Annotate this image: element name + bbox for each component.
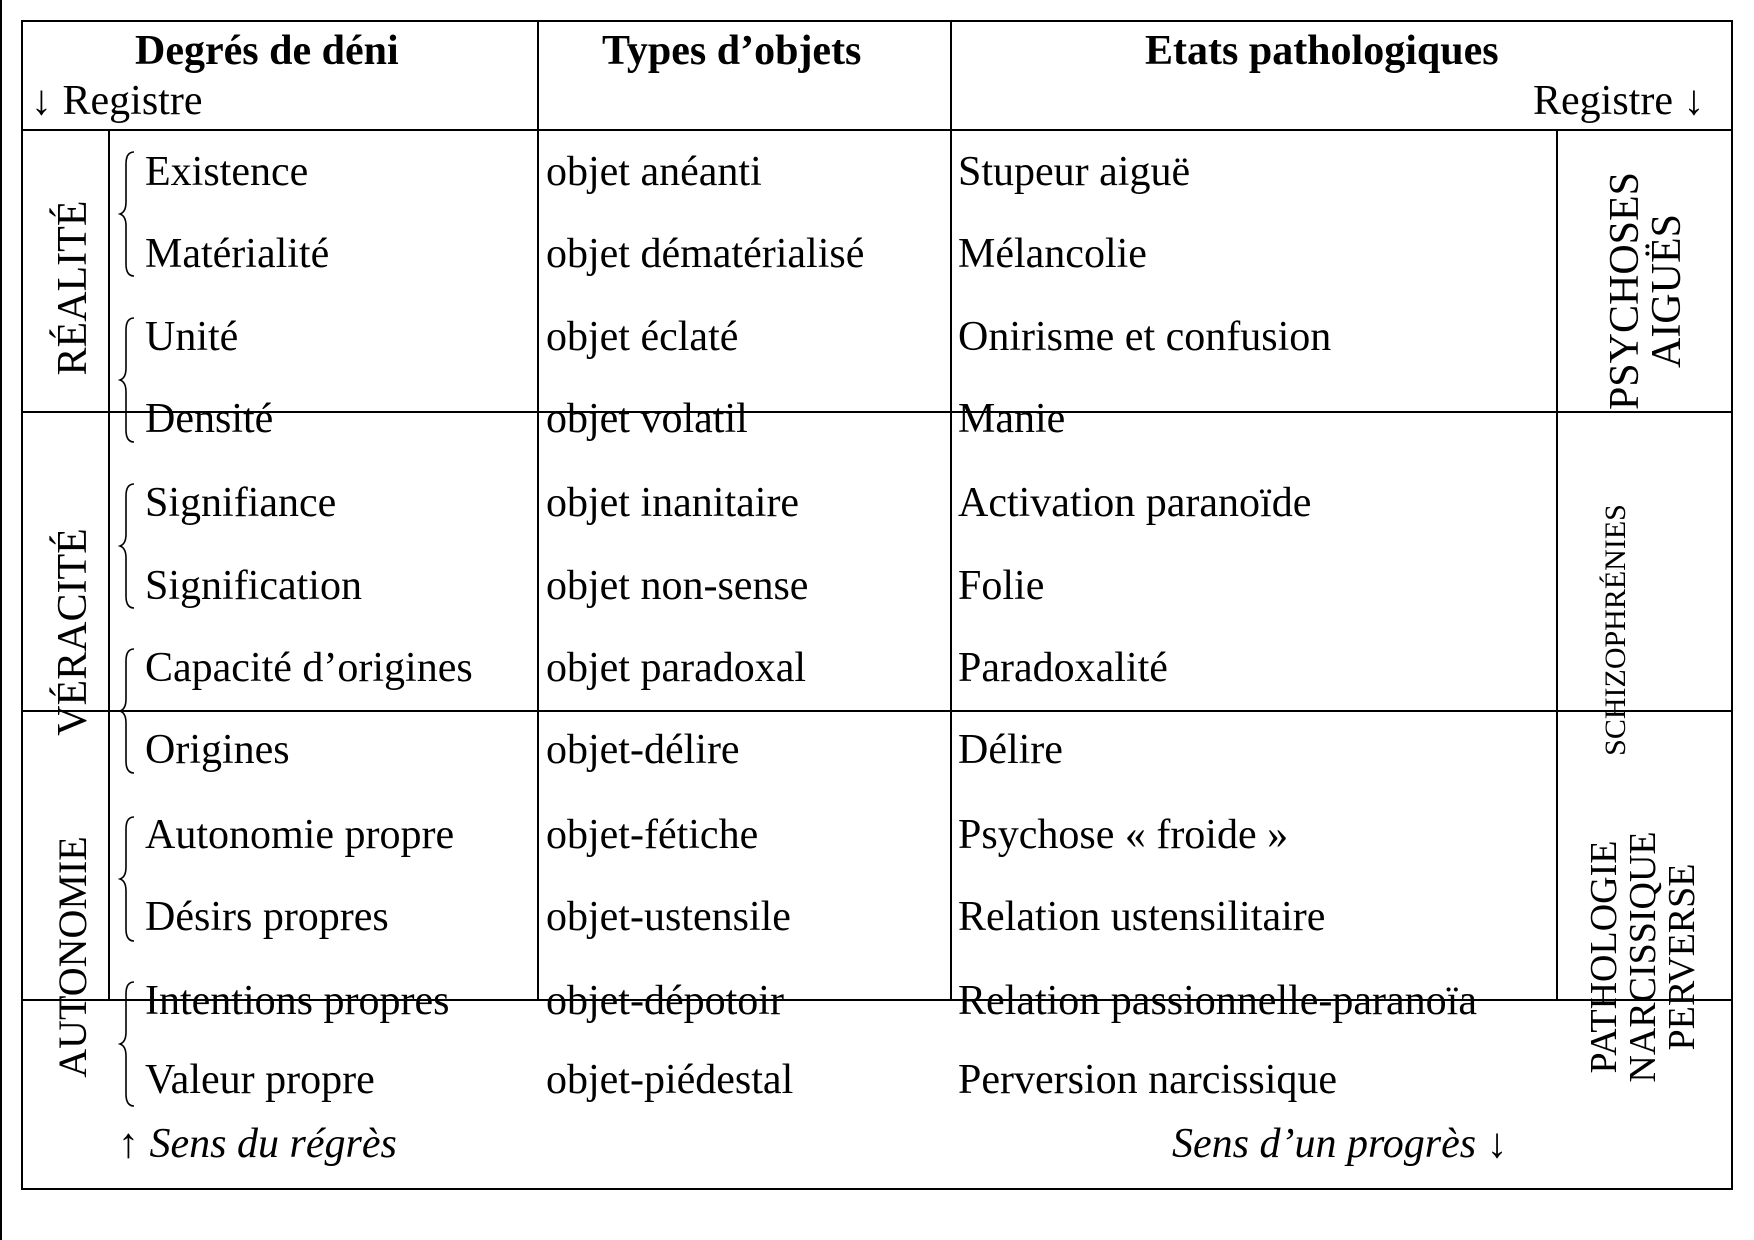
category-line: SCHIZOPHRÉNIES: [1599, 504, 1632, 756]
section-label-realite: RÉALITÉ: [50, 200, 96, 376]
category-line: PATHOLOGIE: [1582, 840, 1625, 1074]
state-cell: Perversion narcissique: [958, 1057, 1338, 1103]
header-degrees: Degrés de déni: [135, 28, 399, 74]
down-arrow-icon: ↓: [1486, 1121, 1508, 1167]
brace-icon: [118, 980, 138, 1108]
degree-cell: Autonomie propre: [145, 812, 455, 858]
rule-col1-col2: [537, 22, 539, 1001]
state-cell: Folie: [958, 563, 1045, 609]
category-pathologie-narcissique-perverse: [1582, 831, 1703, 1083]
degree-cell: Valeur propre: [145, 1057, 375, 1103]
rule-section2-bottom: [23, 710, 1731, 712]
rule-col3-category: [1556, 129, 1558, 1001]
rule-col2-col3: [950, 22, 952, 1001]
section-label-autonomie: AUTONOMIE: [50, 836, 95, 1078]
degree-cell: Signification: [145, 563, 362, 609]
degree-cell: Unité: [145, 314, 239, 360]
category-line: NARCISSIQUE: [1621, 831, 1664, 1083]
object-cell: objet dématérialisé: [546, 231, 865, 277]
up-arrow-icon: ↑: [118, 1121, 139, 1167]
degree-cell: Signifiance: [145, 480, 337, 526]
category-psychoses-aigues: [1604, 172, 1688, 410]
state-cell: Relation ustensilitaire: [958, 894, 1326, 940]
rule-label-col: [108, 129, 110, 1001]
state-cell: Mélancolie: [958, 231, 1147, 277]
state-cell: Manie: [958, 396, 1066, 442]
object-cell: objet non-sense: [546, 563, 809, 609]
rule-section1-bottom: [23, 411, 1731, 413]
state-cell: Paradoxalité: [958, 645, 1168, 691]
category-line: PSYCHOSES: [1602, 171, 1648, 411]
object-cell: objet-dépotoir: [546, 978, 784, 1024]
object-cell: objet-fétiche: [546, 812, 759, 858]
object-cell: objet volatil: [546, 396, 748, 442]
object-cell: objet anéanti: [546, 149, 762, 195]
header-pathological-states: Etats pathologiques: [1145, 28, 1499, 74]
state-cell: Relation passionnelle-paranoïa: [958, 978, 1477, 1024]
degree-cell: Origines: [145, 727, 290, 773]
category-line: AIGUËS: [1644, 214, 1690, 369]
degree-cell: Désirs propres: [145, 894, 389, 940]
object-cell: objet éclaté: [546, 314, 739, 360]
state-cell: Onirisme et confusion: [958, 314, 1332, 360]
footer-regress: [118, 1123, 397, 1165]
object-cell: objet-délire: [546, 727, 740, 773]
degree-cell: Matérialité: [145, 231, 330, 277]
footer-progress-label: Sens d’un progrès: [1172, 1121, 1477, 1167]
degree-cell: Densité: [145, 396, 274, 442]
state-cell: Activation paranoïde: [958, 480, 1312, 526]
state-cell: Délire: [958, 727, 1063, 773]
state-cell: Stupeur aiguë: [958, 149, 1191, 195]
category-schizophrenies: [1601, 504, 1631, 756]
brace-icon: [118, 316, 138, 444]
header-left-register: ↓ Registre: [31, 78, 203, 124]
object-cell: objet-piédestal: [546, 1057, 794, 1103]
object-cell: objet paradoxal: [546, 645, 807, 691]
rule-header-bottom: [23, 129, 1731, 131]
brace-icon: [118, 150, 138, 278]
brace-icon: [118, 815, 138, 943]
object-cell: objet inanitaire: [546, 480, 800, 526]
degree-cell: Existence: [145, 149, 309, 195]
page-edge: [0, 0, 2, 1240]
header-object-types: Types d’objets: [602, 28, 862, 74]
brace-icon: [118, 482, 138, 610]
object-cell: objet-ustensile: [546, 894, 791, 940]
footer-progress: [1172, 1123, 1508, 1165]
degree-cell: Intentions propres: [145, 978, 450, 1024]
state-cell: Psychose « froide »: [958, 812, 1289, 858]
header-right-register: Registre ↓: [1533, 78, 1705, 124]
footer-regress-label: Sens du régrès: [149, 1121, 397, 1167]
brace-icon: [118, 647, 138, 775]
section-label-veracite: VÉRACITÉ: [50, 528, 96, 736]
degree-cell: Capacité d’origines: [145, 645, 473, 691]
category-line: PERVERSE: [1660, 863, 1703, 1051]
